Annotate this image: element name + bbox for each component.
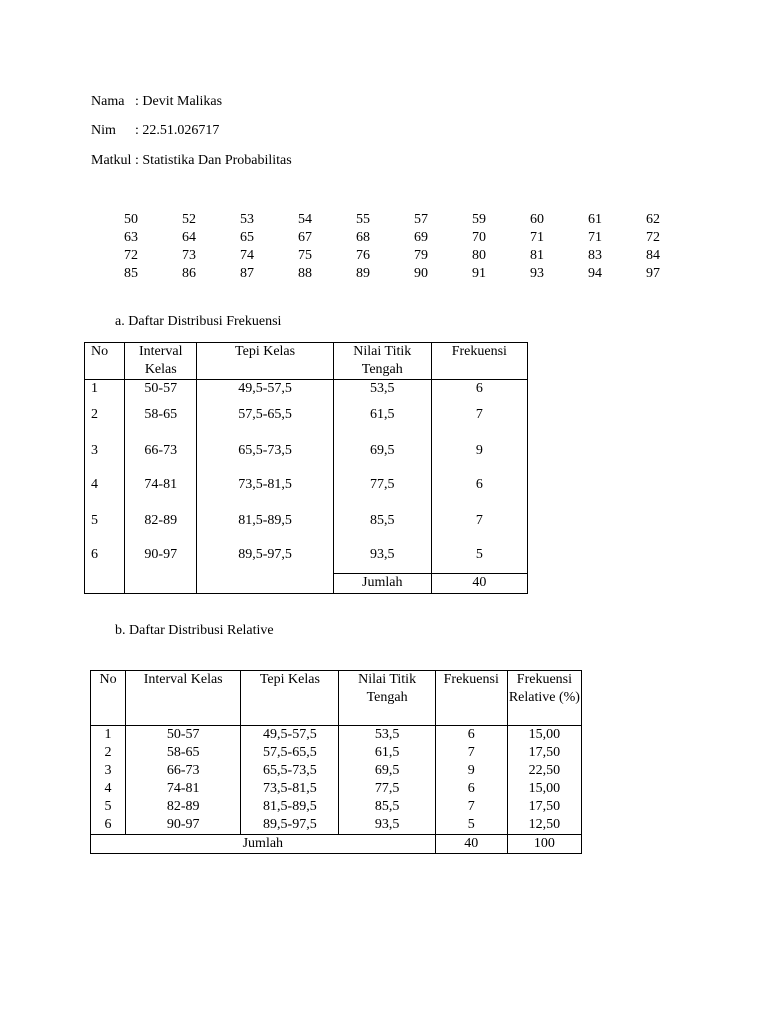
cell-empty [197,573,334,593]
cell-no: 4 [85,468,125,503]
cell-frekuensi: 7 [431,398,527,433]
cell-no: 5 [91,798,126,816]
cell-no: 4 [91,780,126,798]
cell-frekuensi: 7 [435,798,507,816]
cell-relative: 17,50 [507,744,581,762]
cell-frekuensi: 9 [435,762,507,780]
raw-data-cell: 62 [646,212,660,227]
cell-titik-tengah: 69,5 [333,433,431,469]
cell-tepi: 81,5-89,5 [197,503,334,539]
header-tepi-kelas: Tepi Kelas [197,343,334,380]
header-no: No [85,343,125,380]
cell-tepi: 65,5-73,5 [197,433,334,469]
cell-tepi: 73,5-81,5 [241,780,339,798]
raw-data-cell: 89 [356,266,370,281]
raw-data-cell: 73 [182,248,196,263]
cell-no: 5 [85,503,125,539]
cell-frekuensi: 9 [431,433,527,469]
header-interval-kelas: Interval Kelas [125,343,197,380]
raw-data-cell: 94 [588,266,602,281]
raw-data-cell: 59 [472,212,486,227]
cell-frekuensi: 6 [435,726,507,745]
cell-tepi: 89,5-97,5 [241,816,339,835]
cell-titik-tengah: 85,5 [339,798,435,816]
cell-no: 3 [91,762,126,780]
raw-data-cell: 61 [588,212,602,227]
cell-tepi: 57,5-65,5 [197,398,334,433]
table-row [85,433,528,469]
raw-data-cell: 79 [414,248,428,263]
cell-interval: 58-65 [125,398,197,433]
cell-relative: 17,50 [507,798,581,816]
raw-data-cell: 72 [646,230,660,245]
cell-interval: 66-73 [125,433,197,469]
raw-data-cell: 84 [646,248,660,263]
cell-no: 2 [91,744,126,762]
cell-titik-tengah: 53,5 [333,380,431,399]
raw-data-cell: 57 [414,212,428,227]
raw-data-grid [102,211,682,283]
cell-frekuensi: 6 [431,380,527,399]
table-total-row [85,573,528,593]
relative-distribution-table [90,670,582,854]
raw-data-cell: 76 [356,248,370,263]
table-row [91,780,582,798]
table-row [85,380,528,399]
raw-data-cell: 74 [240,248,254,263]
cell-interval: 82-89 [125,503,197,539]
raw-data-cell: 71 [588,230,602,245]
cell-interval: 90-97 [126,816,241,835]
raw-data-cell: 54 [298,212,312,227]
table-row [91,816,582,835]
raw-data-cell: 75 [298,248,312,263]
total-label: Jumlah [91,835,436,854]
section-a-title: a. Daftar Distribusi Frekuensi [115,314,282,329]
table-row [85,398,528,433]
cell-titik-tengah: 61,5 [333,398,431,433]
header-nilai-titik-tengah: Nilai Titik Tengah [333,343,431,380]
cell-titik-tengah: 85,5 [333,503,431,539]
header-nilai-titik-tengah: Nilai Titik Tengah [339,671,435,726]
cell-titik-tengah: 93,5 [339,816,435,835]
cell-interval: 90-97 [125,538,197,573]
raw-data-cell: 97 [646,266,660,281]
cell-tepi: 57,5-65,5 [241,744,339,762]
section-b-title: b. Daftar Distribusi Relative [115,623,274,638]
raw-data-cell: 87 [240,266,254,281]
raw-data-cell: 86 [182,266,196,281]
table-header-row [91,671,582,726]
cell-empty [125,573,197,593]
raw-data-cell: 67 [298,230,312,245]
cell-relative: 15,00 [507,780,581,798]
cell-no: 6 [85,538,125,573]
cell-interval: 74-81 [126,780,241,798]
cell-relative: 12,50 [507,816,581,835]
raw-data-row [102,211,682,229]
cell-no: 1 [91,726,126,745]
raw-data-cell: 68 [356,230,370,245]
nim-label: Nim [91,123,116,138]
table-row [91,798,582,816]
total-value: 40 [431,573,527,593]
header-frekuensi: Frekuensi [431,343,527,380]
cell-relative: 15,00 [507,726,581,745]
cell-tepi: 89,5-97,5 [197,538,334,573]
cell-frekuensi: 5 [435,816,507,835]
cell-tepi: 65,5-73,5 [241,762,339,780]
header-no: No [91,671,126,726]
nim-value: : 22.51.026717 [135,123,220,138]
cell-no: 6 [91,816,126,835]
table-header-row [85,343,528,380]
table-row [91,744,582,762]
matkul-label: Matkul [91,153,132,168]
cell-tepi: 49,5-57,5 [197,380,334,399]
table-row [85,538,528,573]
raw-data-cell: 53 [240,212,254,227]
cell-interval: 58-65 [126,744,241,762]
table-total-row [91,835,582,854]
cell-tepi: 73,5-81,5 [197,468,334,503]
cell-no: 1 [85,380,125,399]
raw-data-cell: 50 [124,212,138,227]
header-tepi-kelas: Tepi Kelas [241,671,339,726]
cell-empty [85,573,125,593]
raw-data-cell: 55 [356,212,370,227]
cell-titik-tengah: 69,5 [339,762,435,780]
table-row [91,726,582,745]
raw-data-cell: 80 [472,248,486,263]
matkul-value: : Statistika Dan Probabilitas [135,153,292,168]
cell-no: 3 [85,433,125,469]
cell-titik-tengah: 77,5 [333,468,431,503]
cell-interval: 66-73 [126,762,241,780]
cell-titik-tengah: 93,5 [333,538,431,573]
raw-data-cell: 72 [124,248,138,263]
total-frekuensi: 40 [435,835,507,854]
raw-data-cell: 64 [182,230,196,245]
total-label: Jumlah [333,573,431,593]
raw-data-row [102,247,682,265]
cell-interval: 74-81 [125,468,197,503]
raw-data-cell: 71 [530,230,544,245]
table-row [91,762,582,780]
cell-tepi: 49,5-57,5 [241,726,339,745]
cell-titik-tengah: 61,5 [339,744,435,762]
nama-value: : Devit Malikas [135,94,223,109]
cell-no: 2 [85,398,125,433]
cell-frekuensi: 7 [431,503,527,539]
cell-titik-tengah: 53,5 [339,726,435,745]
raw-data-row [102,265,682,283]
header-interval-kelas: Interval Kelas [126,671,241,726]
cell-frekuensi: 7 [435,744,507,762]
raw-data-cell: 90 [414,266,428,281]
raw-data-cell: 85 [124,266,138,281]
raw-data-cell: 69 [414,230,428,245]
cell-interval: 50-57 [126,726,241,745]
cell-interval: 50-57 [125,380,197,399]
raw-data-cell: 88 [298,266,312,281]
raw-data-cell: 81 [530,248,544,263]
cell-relative: 22,50 [507,762,581,780]
nama-label: Nama [91,94,125,109]
cell-frekuensi: 6 [431,468,527,503]
cell-interval: 82-89 [126,798,241,816]
header-frekuensi-relative: Frekuensi Relative (%) [507,671,581,726]
raw-data-cell: 83 [588,248,602,263]
raw-data-row [102,229,682,247]
table-row [85,503,528,539]
raw-data-cell: 70 [472,230,486,245]
frequency-distribution-table [84,342,528,594]
raw-data-cell: 93 [530,266,544,281]
raw-data-cell: 63 [124,230,138,245]
cell-frekuensi: 5 [431,538,527,573]
total-relative: 100 [507,835,581,854]
raw-data-cell: 52 [182,212,196,227]
raw-data-cell: 65 [240,230,254,245]
raw-data-cell: 60 [530,212,544,227]
raw-data-cell: 91 [472,266,486,281]
cell-tepi: 81,5-89,5 [241,798,339,816]
cell-titik-tengah: 77,5 [339,780,435,798]
cell-frekuensi: 6 [435,780,507,798]
table-row [85,468,528,503]
header-frekuensi: Frekuensi [435,671,507,726]
